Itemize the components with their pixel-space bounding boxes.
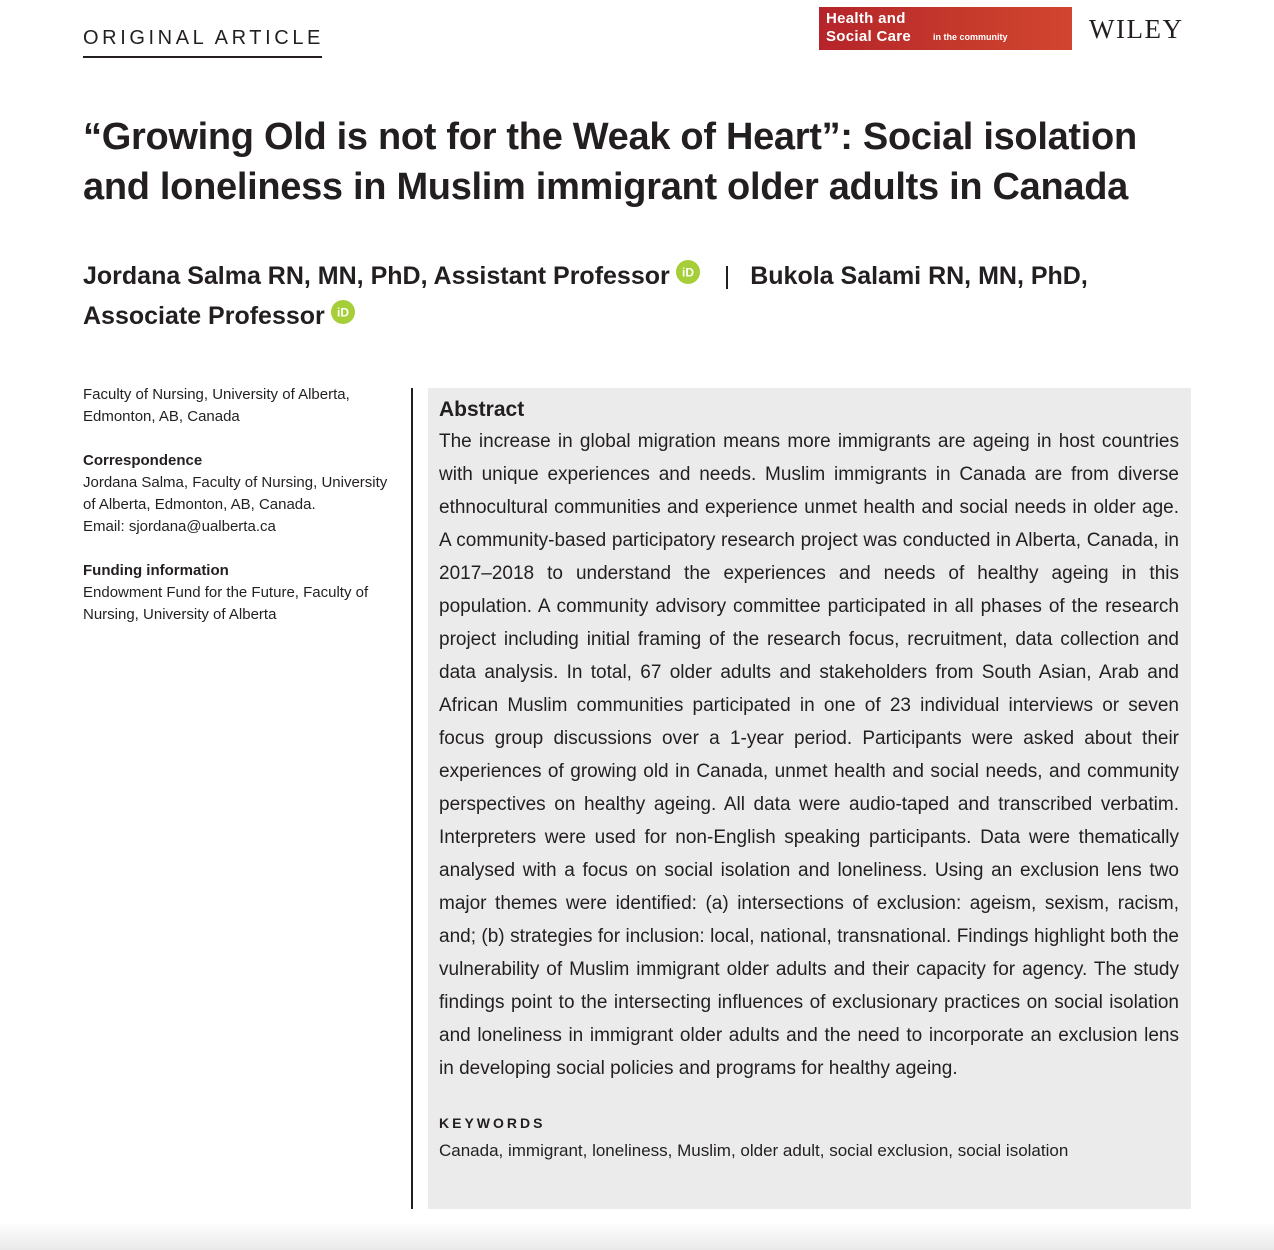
- keywords-heading: KEYWORDS: [439, 1115, 546, 1131]
- journal-logo: [819, 7, 1072, 50]
- column-divider: [411, 388, 413, 1209]
- correspondence-heading: Correspondence: [83, 452, 203, 469]
- abstract-text: The increase in global migration means more immigrants are ageing in host countries with unique experiences and needs. Muslim immigrants in Canada are from diverse ethnocultural communities and experience unmet health and social needs in older age. A community-based participatory research project was conducted in Alberta, Canada, in 2017–2018 to understand the experiences and needs of healthy ageing in this population. A community advisory committee participated in all phases of the research project including initial framing of the research focus, recruitment, data collection and data analysis. In total, 67 older adults and stakeholders from South Asian, Arab and African Muslim communities participated in one of 23 individual interviews or seven focus group discussions over a 1-year period. Participants were asked about their experiences of growing old in Canada, unmet health and social needs, and community perspectives on healthy ageing. All data were audio-taped and transcribed verbatim. Interpreters were used for non-English speaking participants. Data were thematically analysed with a focus on social isolation and loneliness. Using an exclusion lens two major themes were identified: (a) intersections of exclusion: ageism, sexism, racism, and; (b) strategies for inclusion: local, national, transnational. Findings highlight both the vulnerability of Muslim immigrant older adults and their capacity for agency. The study findings point to the intersecting influences of exclusionary practices on social isolation and loneliness in immigrant older adults and the need to incorporate an exclusion lens in developing social policies and programs for healthy ageing.: [439, 431, 1179, 1079]
- funding-text: Endowment Fund for the Future, Faculty of Nursing, University of Alberta: [83, 584, 369, 623]
- svg-text:iD: iD: [336, 305, 349, 320]
- funding-heading: Funding information: [83, 562, 229, 579]
- abstract-panel: [428, 388, 1191, 1209]
- orcid-icon[interactable]: [331, 300, 355, 324]
- article-info-sidebar: [83, 384, 393, 648]
- affiliation: Faculty of Nursing, University of Alberta, Edmonton, AB, Canada: [83, 386, 350, 425]
- funding-block: [83, 560, 393, 626]
- keywords-list: Canada, immigrant, loneliness, Muslim, older adult, social exclusion, social isolation: [439, 1141, 1069, 1160]
- author-name: Jordana Salma RN, MN, PhD, Assistant Professor: [83, 262, 670, 290]
- abstract-heading: Abstract: [439, 398, 525, 421]
- correspondence-block: [83, 450, 393, 538]
- publisher-logo: WILEY: [1089, 14, 1184, 44]
- journal-name: Health and Social Care: [826, 10, 912, 45]
- correspondence-text: Jordana Salma, Faculty of Nursing, University of Alberta, Edmonton, AB, Canada.: [83, 474, 388, 513]
- author-list: [83, 256, 1193, 336]
- orcid-icon[interactable]: [676, 260, 700, 284]
- section-label: ORIGINAL ARTICLE: [83, 27, 324, 49]
- correspondence-email[interactable]: Email: sjordana@ualberta.ca: [83, 518, 276, 535]
- article-title: “Growing Old is not for the Weak of Heart”: Social isolation and loneliness in Muslim immigrant older adults in Canada: [83, 116, 1137, 208]
- page-edge-shadow: [0, 1222, 1274, 1250]
- journal-subtitle: in the community: [933, 32, 1008, 42]
- section-underline: [83, 56, 322, 58]
- author-separator: |: [723, 262, 731, 290]
- author-name: Bukola Salami RN, MN, PhD, Associate Professor: [83, 262, 1088, 330]
- svg-text:iD: iD: [681, 265, 694, 280]
